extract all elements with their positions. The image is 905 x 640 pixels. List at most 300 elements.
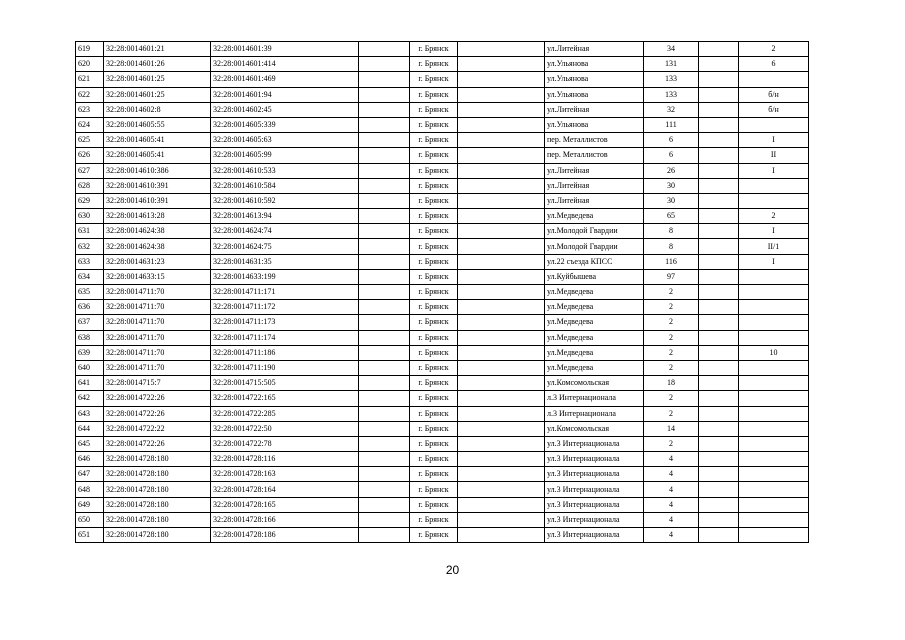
city-cell: г. Брянск [410, 452, 458, 467]
property-register-table [75, 41, 809, 543]
row-number-cell: 620 [76, 57, 104, 72]
row-number-cell: 624 [76, 117, 104, 132]
apartment-cell: 2 [739, 209, 809, 224]
cadastral-parcel-cell: 32:28:0014601:25 [104, 87, 211, 102]
house-number-cell: 26 [644, 163, 699, 178]
blank-cell [458, 42, 545, 57]
blank-cell [359, 193, 410, 208]
row-number-cell: 633 [76, 254, 104, 269]
house-number-cell: 2 [644, 360, 699, 375]
cadastral-parcel-cell: 32:28:0014728:180 [104, 482, 211, 497]
cadastral-object-cell: 32:28:0014728:165 [211, 497, 359, 512]
cadastral-object-cell: 32:28:0014624:74 [211, 224, 359, 239]
apartment-cell: I [739, 224, 809, 239]
building-cell [699, 72, 739, 87]
row-number-cell: 644 [76, 421, 104, 436]
blank-cell [458, 178, 545, 193]
row-number-cell: 627 [76, 163, 104, 178]
blank-cell [359, 269, 410, 284]
blank-cell [458, 300, 545, 315]
apartment-cell [739, 178, 809, 193]
table-row [76, 57, 809, 72]
building-cell [699, 452, 739, 467]
blank-cell [458, 269, 545, 284]
city-cell: г. Брянск [410, 224, 458, 239]
apartment-cell: II/1 [739, 239, 809, 254]
apartment-cell [739, 330, 809, 345]
building-cell [699, 512, 739, 527]
blank-cell [458, 239, 545, 254]
blank-cell [458, 315, 545, 330]
row-number-cell: 647 [76, 467, 104, 482]
city-cell: г. Брянск [410, 406, 458, 421]
street-cell: ул.Литейная [545, 42, 644, 57]
city-cell: г. Брянск [410, 269, 458, 284]
city-cell: г. Брянск [410, 193, 458, 208]
cadastral-object-cell: 32:28:0014711:171 [211, 285, 359, 300]
row-number-cell: 630 [76, 209, 104, 224]
apartment-cell: I [739, 163, 809, 178]
street-cell: ул.Медведева [545, 315, 644, 330]
cadastral-parcel-cell: 32:28:0014613:28 [104, 209, 211, 224]
building-cell [699, 178, 739, 193]
apartment-cell: I [739, 133, 809, 148]
house-number-cell: 4 [644, 467, 699, 482]
cadastral-object-cell: 32:28:0014631:35 [211, 254, 359, 269]
city-cell: г. Брянск [410, 467, 458, 482]
street-cell: ул.Молодой Гвардии [545, 239, 644, 254]
table-row [76, 193, 809, 208]
house-number-cell: 116 [644, 254, 699, 269]
house-number-cell: 14 [644, 421, 699, 436]
row-number-cell: 628 [76, 178, 104, 193]
city-cell: г. Брянск [410, 315, 458, 330]
cadastral-object-cell: 32:28:0014722:285 [211, 406, 359, 421]
cadastral-parcel-cell: 32:28:0014711:70 [104, 360, 211, 375]
cadastral-parcel-cell: 32:28:0014711:70 [104, 315, 211, 330]
table-row [76, 72, 809, 87]
table-row [76, 436, 809, 451]
row-number-cell: 626 [76, 148, 104, 163]
building-cell [699, 254, 739, 269]
blank-cell [359, 148, 410, 163]
blank-cell [458, 528, 545, 543]
cadastral-parcel-cell: 32:28:0014722:26 [104, 436, 211, 451]
blank-cell [359, 345, 410, 360]
blank-cell [359, 330, 410, 345]
cadastral-parcel-cell: 32:28:0014728:180 [104, 452, 211, 467]
house-number-cell: 2 [644, 406, 699, 421]
building-cell [699, 482, 739, 497]
building-cell [699, 528, 739, 543]
city-cell: г. Брянск [410, 330, 458, 345]
city-cell: г. Брянск [410, 42, 458, 57]
cadastral-object-cell: 32:28:0014605:339 [211, 117, 359, 132]
apartment-cell [739, 406, 809, 421]
row-number-cell: 646 [76, 452, 104, 467]
apartment-cell [739, 300, 809, 315]
cadastral-object-cell: 32:28:0014711:186 [211, 345, 359, 360]
blank-cell [359, 133, 410, 148]
blank-cell [359, 497, 410, 512]
blank-cell [359, 452, 410, 467]
street-cell: ул.Медведева [545, 300, 644, 315]
apartment-cell [739, 360, 809, 375]
cadastral-parcel-cell: 32:28:0014610:386 [104, 163, 211, 178]
row-number-cell: 648 [76, 482, 104, 497]
blank-cell [359, 528, 410, 543]
city-cell: г. Брянск [410, 117, 458, 132]
blank-cell [359, 360, 410, 375]
table-row [76, 209, 809, 224]
table-row [76, 133, 809, 148]
blank-cell [359, 102, 410, 117]
row-number-cell: 651 [76, 528, 104, 543]
row-number-cell: 650 [76, 512, 104, 527]
city-cell: г. Брянск [410, 300, 458, 315]
street-cell: ул.Ульянова [545, 57, 644, 72]
row-number-cell: 643 [76, 406, 104, 421]
blank-cell [458, 360, 545, 375]
city-cell: г. Брянск [410, 254, 458, 269]
city-cell: г. Брянск [410, 345, 458, 360]
row-number-cell: 622 [76, 87, 104, 102]
table-row [76, 87, 809, 102]
blank-cell [359, 239, 410, 254]
house-number-cell: 8 [644, 224, 699, 239]
house-number-cell: 133 [644, 72, 699, 87]
cadastral-object-cell: 32:28:0014728:166 [211, 512, 359, 527]
apartment-cell [739, 391, 809, 406]
house-number-cell: 8 [644, 239, 699, 254]
blank-cell [359, 391, 410, 406]
house-number-cell: 65 [644, 209, 699, 224]
cadastral-parcel-cell: 32:28:0014605:55 [104, 117, 211, 132]
apartment-cell: 2 [739, 42, 809, 57]
cadastral-object-cell: 32:28:0014711:173 [211, 315, 359, 330]
table-row [76, 239, 809, 254]
street-cell: ул.Медведева [545, 345, 644, 360]
house-number-cell: 34 [644, 42, 699, 57]
street-cell: ул.3 Интернационала [545, 528, 644, 543]
cadastral-object-cell: 32:28:0014613:94 [211, 209, 359, 224]
building-cell [699, 87, 739, 102]
building-cell [699, 300, 739, 315]
row-number-cell: 649 [76, 497, 104, 512]
table-row [76, 406, 809, 421]
building-cell [699, 117, 739, 132]
table-row [76, 330, 809, 345]
city-cell: г. Брянск [410, 209, 458, 224]
house-number-cell: 97 [644, 269, 699, 284]
city-cell: г. Брянск [410, 178, 458, 193]
city-cell: г. Брянск [410, 72, 458, 87]
table-row [76, 163, 809, 178]
cadastral-object-cell: 32:28:0014610:584 [211, 178, 359, 193]
blank-cell [359, 300, 410, 315]
apartment-cell [739, 436, 809, 451]
building-cell [699, 239, 739, 254]
blank-cell [458, 436, 545, 451]
building-cell [699, 330, 739, 345]
cadastral-object-cell: 32:28:0014610:592 [211, 193, 359, 208]
row-number-cell: 619 [76, 42, 104, 57]
apartment-cell [739, 528, 809, 543]
blank-cell [458, 285, 545, 300]
table-row [76, 117, 809, 132]
row-number-cell: 625 [76, 133, 104, 148]
house-number-cell: 4 [644, 528, 699, 543]
blank-cell [458, 406, 545, 421]
blank-cell [359, 72, 410, 87]
city-cell: г. Брянск [410, 133, 458, 148]
row-number-cell: 640 [76, 360, 104, 375]
blank-cell [458, 133, 545, 148]
cadastral-object-cell: 32:28:0014633:199 [211, 269, 359, 284]
city-cell: г. Брянск [410, 482, 458, 497]
building-cell [699, 224, 739, 239]
blank-cell [359, 467, 410, 482]
apartment-cell [739, 72, 809, 87]
apartment-cell: б/н [739, 102, 809, 117]
cadastral-object-cell: 32:28:0014728:164 [211, 482, 359, 497]
building-cell [699, 285, 739, 300]
row-number-cell: 639 [76, 345, 104, 360]
street-cell: л.3 Интернационала [545, 391, 644, 406]
cadastral-parcel-cell: 32:28:0014722:22 [104, 421, 211, 436]
city-cell: г. Брянск [410, 285, 458, 300]
building-cell [699, 57, 739, 72]
street-cell: ул.3 Интернационала [545, 452, 644, 467]
row-number-cell: 631 [76, 224, 104, 239]
apartment-cell: I [739, 254, 809, 269]
row-number-cell: 623 [76, 102, 104, 117]
building-cell [699, 345, 739, 360]
table-row [76, 224, 809, 239]
cadastral-parcel-cell: 32:28:0014631:23 [104, 254, 211, 269]
row-number-cell: 645 [76, 436, 104, 451]
table-row [76, 269, 809, 284]
table-row [76, 467, 809, 482]
city-cell: г. Брянск [410, 376, 458, 391]
cadastral-object-cell: 32:28:0014711:190 [211, 360, 359, 375]
city-cell: г. Брянск [410, 421, 458, 436]
house-number-cell: 18 [644, 376, 699, 391]
cadastral-object-cell: 32:28:0014601:414 [211, 57, 359, 72]
blank-cell [359, 436, 410, 451]
building-cell [699, 209, 739, 224]
house-number-cell: 131 [644, 57, 699, 72]
apartment-cell [739, 421, 809, 436]
building-cell [699, 193, 739, 208]
building-cell [699, 315, 739, 330]
apartment-cell [739, 117, 809, 132]
city-cell: г. Брянск [410, 87, 458, 102]
street-cell: ул.3 Интернационала [545, 512, 644, 527]
city-cell: г. Брянск [410, 436, 458, 451]
table-row [76, 528, 809, 543]
blank-cell [359, 209, 410, 224]
apartment-cell [739, 193, 809, 208]
cadastral-parcel-cell: 32:28:0014610:391 [104, 193, 211, 208]
building-cell [699, 148, 739, 163]
page-number: 20 [445, 563, 460, 577]
street-cell: ул.Медведева [545, 285, 644, 300]
cadastral-object-cell: 32:28:0014728:163 [211, 467, 359, 482]
cadastral-object-cell: 32:28:0014722:50 [211, 421, 359, 436]
table-body [76, 42, 809, 543]
blank-cell [458, 254, 545, 269]
cadastral-object-cell: 32:28:0014728:186 [211, 528, 359, 543]
row-number-cell: 629 [76, 193, 104, 208]
blank-cell [458, 497, 545, 512]
house-number-cell: 2 [644, 330, 699, 345]
table-row [76, 421, 809, 436]
table-row [76, 42, 809, 57]
street-cell: ул.22 съезда КПСС [545, 254, 644, 269]
cadastral-parcel-cell: 32:28:0014610:391 [104, 178, 211, 193]
table-row [76, 102, 809, 117]
cadastral-parcel-cell: 32:28:0014728:180 [104, 528, 211, 543]
cadastral-object-cell: 32:28:0014601:39 [211, 42, 359, 57]
cadastral-parcel-cell: 32:28:0014633:15 [104, 269, 211, 284]
table-row [76, 315, 809, 330]
street-cell: ул.Ульянова [545, 117, 644, 132]
blank-cell [458, 193, 545, 208]
apartment-cell [739, 315, 809, 330]
street-cell: пер. Металлистов [545, 148, 644, 163]
table-row [76, 285, 809, 300]
street-cell: пер. Металлистов [545, 133, 644, 148]
blank-cell [458, 482, 545, 497]
blank-cell [458, 224, 545, 239]
street-cell: ул.Молодой Гвардии [545, 224, 644, 239]
street-cell: л.3 Интернационала [545, 406, 644, 421]
blank-cell [359, 254, 410, 269]
blank-cell [458, 209, 545, 224]
row-number-cell: 636 [76, 300, 104, 315]
street-cell: ул.Комсомольская [545, 376, 644, 391]
apartment-cell [739, 512, 809, 527]
building-cell [699, 163, 739, 178]
apartment-cell [739, 285, 809, 300]
table-row [76, 391, 809, 406]
table-row [76, 345, 809, 360]
blank-cell [458, 87, 545, 102]
cadastral-parcel-cell: 32:28:0014711:70 [104, 345, 211, 360]
cadastral-parcel-cell: 32:28:0014601:25 [104, 72, 211, 87]
blank-cell [458, 330, 545, 345]
blank-cell [458, 57, 545, 72]
apartment-cell [739, 376, 809, 391]
apartment-cell [739, 452, 809, 467]
building-cell [699, 133, 739, 148]
table-row [76, 512, 809, 527]
blank-cell [359, 421, 410, 436]
table-row [76, 300, 809, 315]
apartment-cell [739, 497, 809, 512]
city-cell: г. Брянск [410, 512, 458, 527]
street-cell: ул.Медведева [545, 330, 644, 345]
house-number-cell: 4 [644, 512, 699, 527]
house-number-cell: 2 [644, 436, 699, 451]
house-number-cell: 30 [644, 178, 699, 193]
blank-cell [359, 376, 410, 391]
table-row [76, 360, 809, 375]
street-cell: ул.Куйбышева [545, 269, 644, 284]
street-cell: ул.Ульянова [545, 87, 644, 102]
street-cell: ул.Ульянова [545, 72, 644, 87]
cadastral-parcel-cell: 32:28:0014722:26 [104, 406, 211, 421]
blank-cell [458, 376, 545, 391]
building-cell [699, 42, 739, 57]
street-cell: ул.Литейная [545, 193, 644, 208]
cadastral-parcel-cell: 32:28:0014711:70 [104, 330, 211, 345]
cadastral-parcel-cell: 32:28:0014605:41 [104, 148, 211, 163]
blank-cell [458, 391, 545, 406]
apartment-cell: б/н [739, 87, 809, 102]
house-number-cell: 2 [644, 345, 699, 360]
street-cell: ул.Медведева [545, 209, 644, 224]
cadastral-parcel-cell: 32:28:0014601:26 [104, 57, 211, 72]
street-cell: ул.Комсомольская [545, 421, 644, 436]
blank-cell [458, 345, 545, 360]
cadastral-parcel-cell: 32:28:0014722:26 [104, 391, 211, 406]
street-cell: ул.3 Интернационала [545, 482, 644, 497]
cadastral-parcel-cell: 32:28:0014624:38 [104, 239, 211, 254]
cadastral-object-cell: 32:28:0014722:165 [211, 391, 359, 406]
building-cell [699, 436, 739, 451]
street-cell: ул.Литейная [545, 163, 644, 178]
row-number-cell: 637 [76, 315, 104, 330]
house-number-cell: 4 [644, 452, 699, 467]
table-row [76, 452, 809, 467]
city-cell: г. Брянск [410, 163, 458, 178]
building-cell [699, 467, 739, 482]
apartment-cell [739, 482, 809, 497]
cadastral-parcel-cell: 32:28:0014715:7 [104, 376, 211, 391]
building-cell [699, 269, 739, 284]
row-number-cell: 621 [76, 72, 104, 87]
cadastral-parcel-cell: 32:28:0014605:41 [104, 133, 211, 148]
street-cell: ул.3 Интернационала [545, 497, 644, 512]
house-number-cell: 32 [644, 102, 699, 117]
city-cell: г. Брянск [410, 360, 458, 375]
blank-cell [359, 315, 410, 330]
house-number-cell: 2 [644, 391, 699, 406]
blank-cell [359, 512, 410, 527]
blank-cell [359, 285, 410, 300]
street-cell: ул.3 Интернационала [545, 436, 644, 451]
street-cell: ул.3 Интернационала [545, 467, 644, 482]
city-cell: г. Брянск [410, 57, 458, 72]
building-cell [699, 497, 739, 512]
cadastral-object-cell: 32:28:0014601:469 [211, 72, 359, 87]
street-cell: ул.Литейная [545, 178, 644, 193]
apartment-cell [739, 467, 809, 482]
apartment-cell: II [739, 148, 809, 163]
house-number-cell: 4 [644, 497, 699, 512]
row-number-cell: 641 [76, 376, 104, 391]
blank-cell [359, 482, 410, 497]
row-number-cell: 642 [76, 391, 104, 406]
city-cell: г. Брянск [410, 239, 458, 254]
cadastral-object-cell: 32:28:0014624:75 [211, 239, 359, 254]
house-number-cell: 6 [644, 133, 699, 148]
table-row [76, 148, 809, 163]
house-number-cell: 2 [644, 300, 699, 315]
cadastral-parcel-cell: 32:28:0014601:21 [104, 42, 211, 57]
